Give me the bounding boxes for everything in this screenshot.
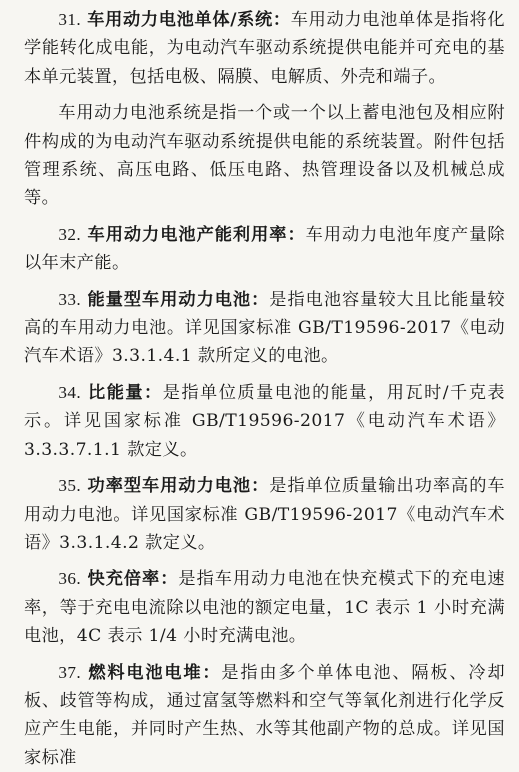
entry-34 <box>24 379 505 464</box>
entry-number: 32. <box>58 224 82 244</box>
entry-35 <box>24 472 505 557</box>
entry-term: 能量型车用动力电池： <box>87 289 270 310</box>
entry-number: 31. <box>58 10 82 29</box>
entry-body: 是指单位质量电池的能量，用瓦时/千克表示。详见国家标准 GB/T19596-2017《电动汽车术语》3.3.3.7.1.1 款定义。 <box>24 382 505 460</box>
entry-31 <box>24 6 505 91</box>
entry-term: 快充倍率： <box>87 569 179 590</box>
entry-number: 35. <box>58 476 82 496</box>
entry-body: 是指由多个单体电池、隔板、冷却板、歧管等构成，通过富氢等燃料和空气等氧化剂进行化学反应产生电能，并同时产生热、水等其他副产物的总成。详见国家标准 <box>24 662 505 768</box>
entry-body: 车用动力电池系统是指一个或一个以上蓄电池包及相应附件构成的为电动汽车驱动系统提供电能的系统装置。附件包括管理系统、高压电路、低压电路、热管理设备以及机械总成等。 <box>24 103 505 209</box>
entry-term: 功率型车用动力电池： <box>87 476 270 497</box>
entry-37 <box>24 659 505 772</box>
entry-term: 燃料电池电堆： <box>88 662 222 683</box>
entry-31-continuation <box>24 99 505 213</box>
entry-term: 比能量： <box>88 382 163 403</box>
entry-number: 33. <box>58 289 82 309</box>
entry-term: 车用动力电池产能利用率： <box>87 224 306 245</box>
entry-body: 是指车用动力电池在快充模式下的充电速率，等于充电电流除以电池的额定电量，1C 表示 1 小时充满电池，4C 表示 1/4 小时充满电池。 <box>24 569 505 647</box>
entry-term: 车用动力电池单体/系统： <box>87 10 291 30</box>
entry-body: 是指电池容量较大且比能量较高的车用动力电池。详见国家标准 GB/T19596-2017《电动汽车术语》3.3.1.4.1 款所定义的电池。 <box>24 289 505 367</box>
entry-number: 34. <box>58 382 82 402</box>
entry-32 <box>24 221 505 278</box>
entry-33 <box>24 286 505 371</box>
entry-body: 车用动力电池单体是指将化学能转化成电能，为电动汽车驱动系统提供电能并可充电的基本单元装置，包括电极、隔膜、电解质、外壳和端子。 <box>24 10 505 87</box>
entry-body: 车用动力电池年度产量除以年末产能。 <box>24 224 505 274</box>
entry-body: 是指单位质量输出功率高的车用动力电池。详见国家标准 GB/T19596-2017《电动汽车术语》3.3.1.4.2 款定义。 <box>24 476 505 553</box>
entry-number: 36. <box>58 569 82 589</box>
entry-36 <box>24 565 505 650</box>
entry-number: 37. <box>58 662 82 682</box>
